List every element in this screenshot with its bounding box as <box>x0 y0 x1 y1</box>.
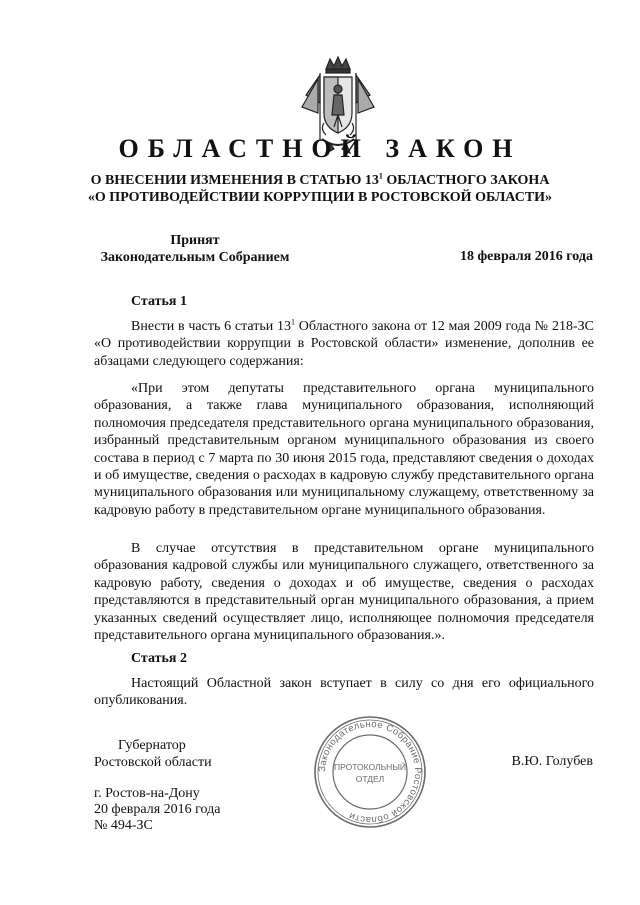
stamp-ring-text: Законодательное Собрание Ростовской области <box>316 718 424 826</box>
article-2-paragraph-1: Настоящий Областной закон вступает в силу со дня его официального опубликования. <box>94 676 594 709</box>
signatory-title-line1: Губернатор <box>118 738 186 753</box>
law-subtitle-line1: О ВНЕСЕНИИ ИЗМЕНЕНИЯ В СТАТЬЮ $13^1$ ОБЛАСТНОГО ЗАКОНА <box>90 171 550 188</box>
article-1-heading: Статья 1 <box>131 294 187 309</box>
law-title: ОБЛАСТНОЙ ЗАКОН <box>118 134 522 163</box>
article-1-paragraph-1: Внести в часть 6 статьи $13^1$ Областного закона от 12 мая 2009 года № 218-ЗС «О противодействии коррупции в Ростовской области» изменение, дополнив ее абзацами следующего содержания: <box>94 317 594 369</box>
protocol-department-stamp-icon <box>313 715 427 829</box>
adopted-by: Законодательным Собранием <box>100 250 290 265</box>
signatory-title-line2: Ростовской области <box>94 755 212 770</box>
article-2-heading: Статья 2 <box>131 651 187 666</box>
adoption-date: 18 февраля 2016 года <box>460 249 593 264</box>
stamp-center-line2: ОТДЕЛ <box>355 774 385 784</box>
adoption-info <box>95 232 295 266</box>
article-1-paragraph-2: «При этом депутаты представительного органа муниципального образования, а также глава муниципального образования, исполняющий полномочия председателя представительного органа муниципального образования, избранный представительным органом муниципального образования из своего состава в период с 7 марта по 30 июня 2015 года, представляют сведения о доходах и об имуществе, сведения о расходах в кадровую службу представительного органа муниципального образования или муниципальному служащему, ответственному за кадровую работу в представительном органе муниципального образования. <box>94 381 594 518</box>
signatory-name: В.Ю. Голубев <box>511 754 593 769</box>
stamp-center-line1: ПРОТОКОЛЬНЫЙ <box>334 762 406 772</box>
meta-date: 20 февраля 2016 года <box>94 802 221 817</box>
article-1-paragraph-3: В случае отсутствия в представительном органе муниципального образования кадровой службы или муниципального служащего, ответственного за кадровую работу, сведения о доходах и об имуществе, сведения о расходах представляются в представительный орган муниципального образования, а прием указанных сведений осуществляет лицо, исполняющее полномочия председателя представительного органа муниципального образования.». <box>94 541 594 644</box>
meta-number: № 494-ЗС <box>94 818 153 833</box>
signatory-title <box>94 737 212 771</box>
meta-city: г. Ростов-на-Дону <box>94 786 200 801</box>
document-meta <box>94 786 221 834</box>
adopted-label: Принят <box>170 233 220 248</box>
law-subtitle-line2: «О ПРОТИВОДЕЙСТВИИ КОРРУПЦИИ В РОСТОВСКОЙ ОБЛАСТИ» <box>87 190 553 205</box>
